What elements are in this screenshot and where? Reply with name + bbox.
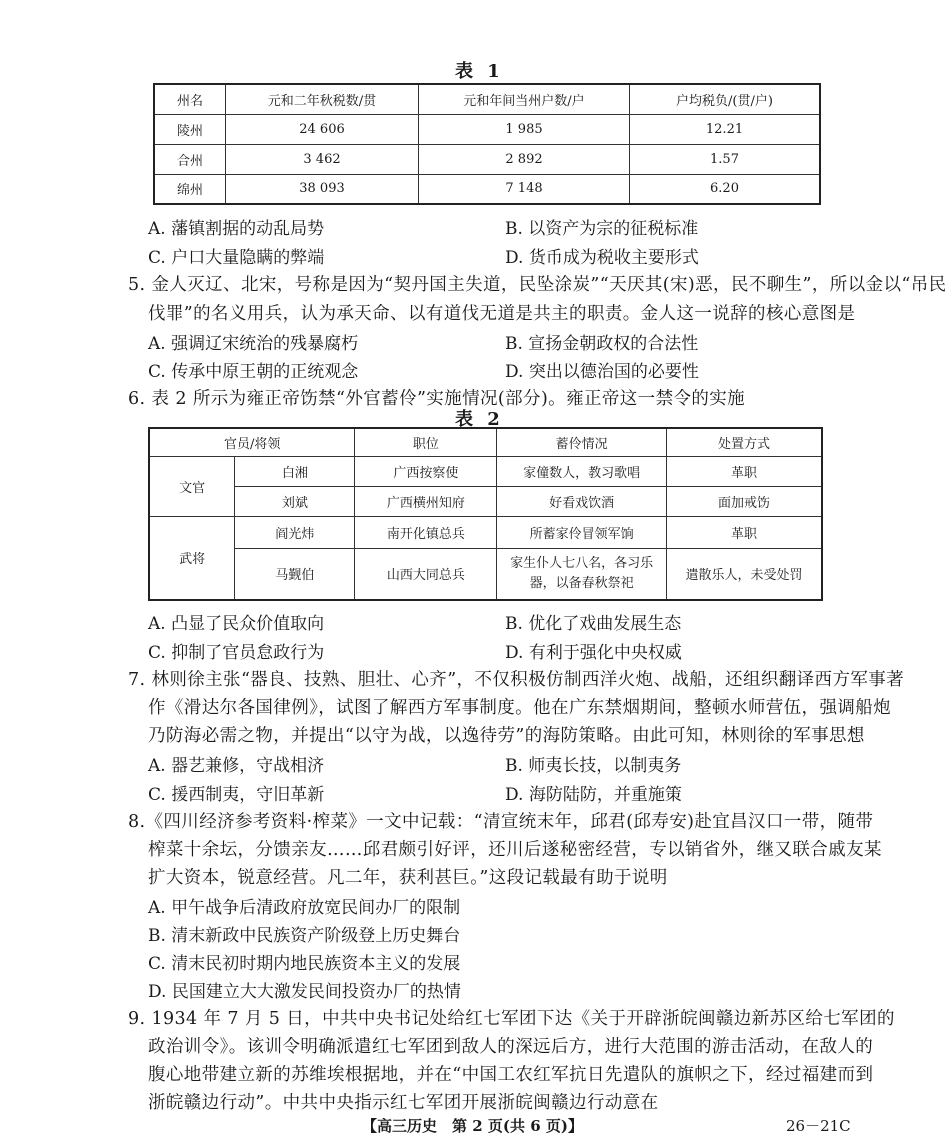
table1-cell: 绵州 bbox=[154, 174, 226, 204]
table2-caption: 表 2 bbox=[455, 409, 504, 430]
table2-cell: 家僮数人，教习歌唱 bbox=[497, 456, 667, 486]
q8-option-c: C. 清末民初时期内地民族资本主义的发展 bbox=[148, 954, 461, 974]
table2-header: 职位 bbox=[355, 428, 497, 456]
table1-header: 户均税负/(贯/户) bbox=[630, 84, 821, 114]
table2-cell: 好看戏饮酒 bbox=[497, 486, 667, 516]
q7-stem-line: 7. 林则徐主张“器良、技熟、胆壮、心齐”，不仅积极仿制西洋火炮、战船，还组织翻译西方军事著 bbox=[128, 670, 905, 690]
q8-option-a: A. 甲午战争后清政府放宽民间办厂的限制 bbox=[148, 898, 461, 918]
table2-cell: 刘斌 bbox=[235, 486, 355, 516]
q4-option-b: B. 以资产为宗的征税标准 bbox=[505, 219, 699, 239]
q8-stem-line: 扩大资本，锐意经营。凡二年，获利甚巨。”这段记载最有助于说明 bbox=[148, 868, 668, 888]
q4-option-a: A. 藩镇割据的动乱局势 bbox=[148, 219, 325, 239]
q5-stem-line: 伐罪”的名义用兵，认为承天命、以有道伐无道是共主的职责。金人这一说辞的核心意图是 bbox=[148, 304, 856, 324]
q9-stem-line: 政治训令》。该训令明确派遣红七军团到敌人的深远后方，进行大范围的游击活动，在敌人的 bbox=[148, 1037, 874, 1057]
table2-cell: 革职 bbox=[667, 456, 822, 486]
q8-stem-line: 8.《四川经济参考资料·榨菜》一文中记载：“清宣统末年，邱君(邱寿安)赴宜昌汉口一带，随带 bbox=[128, 812, 874, 832]
q8-stem-line: 榨菜十余坛，分馈亲友……邱君颇引好评，还川后遂秘密经营，专以销省外，继又联合戚友某 bbox=[148, 840, 882, 860]
table2-cell: 山西大同总兵 bbox=[355, 548, 497, 600]
table2-header: 处置方式 bbox=[667, 428, 822, 456]
q6-option-a: A. 凸显了民众价值取向 bbox=[148, 614, 325, 634]
q7-option-d: D. 海防陆防，并重施策 bbox=[505, 785, 682, 805]
table2-cell: 家生仆人七八名，各习乐器，以备春秋祭祀 bbox=[497, 548, 667, 600]
table2 bbox=[148, 427, 823, 601]
table-row bbox=[149, 456, 822, 486]
q5-option-b: B. 宣扬金朝政权的合法性 bbox=[505, 334, 699, 354]
table2-cell: 面加戒饬 bbox=[667, 486, 822, 516]
q8-option-b: B. 清末新政中民族资产阶级登上历史舞台 bbox=[148, 926, 461, 946]
q6-stem-line: 6. 表 2 所示为雍正帝饬禁“外官蓄伶”实施情况(部分)。雍正帝这一禁令的实施 bbox=[128, 389, 746, 409]
q9-stem-line: 9. 1934 年 7 月 5 日，中共中央书记处给红七军团下达《关于开辟浙皖闽赣边新苏区给七军团的 bbox=[128, 1009, 895, 1029]
table1-cell: 3 462 bbox=[226, 144, 419, 174]
q6-option-d: D. 有利于强化中央权威 bbox=[505, 643, 682, 663]
table-row bbox=[154, 174, 820, 204]
q7-option-a: A. 器艺兼修，守战相济 bbox=[148, 756, 325, 776]
table-row bbox=[149, 548, 822, 600]
table1-cell: 7 148 bbox=[419, 174, 630, 204]
table2-header: 官员/将领 bbox=[149, 428, 355, 456]
table2-cell: 阎光炜 bbox=[235, 516, 355, 548]
table1-cell: 12.21 bbox=[630, 114, 821, 144]
table2-cell: 马觐伯 bbox=[235, 548, 355, 600]
q8-option-d: D. 民国建立大大激发民间投资办厂的热情 bbox=[148, 982, 461, 1002]
table1-header: 元和年间当州户数/户 bbox=[419, 84, 630, 114]
table-row bbox=[149, 516, 822, 548]
table1-cell: 2 892 bbox=[419, 144, 630, 174]
q7-stem-line: 乃防海必需之物，并提出“以守为战，以逸待劳”的海防策略。由此可知，林则徐的军事思想 bbox=[148, 726, 865, 746]
q6-option-c: C. 抑制了官员怠政行为 bbox=[148, 643, 325, 663]
table1-cell: 1 985 bbox=[419, 114, 630, 144]
q9-stem-line: 腹心地带建立新的苏维埃根据地，并在“中国工农红军抗日先遣队的旗帜之下，经过福建而到 bbox=[148, 1065, 874, 1085]
table2-group-label: 武将 bbox=[149, 516, 235, 600]
q5-option-a: A. 强调辽宋统治的残暴腐朽 bbox=[148, 334, 359, 354]
table1-header: 元和二年秋税数/贯 bbox=[226, 84, 419, 114]
q7-option-c: C. 援西制夷，守旧革新 bbox=[148, 785, 325, 805]
q5-option-c: C. 传承中原王朝的正统观念 bbox=[148, 362, 359, 382]
paper-code: 26－21C bbox=[786, 1117, 851, 1135]
q9-stem-line: 浙皖赣边行动”。中共中央指示红七军团开展浙皖闽赣边行动意在 bbox=[148, 1093, 659, 1113]
table2-group-label: 文官 bbox=[149, 456, 235, 516]
table1 bbox=[153, 83, 821, 205]
table2-cell: 广西按察使 bbox=[355, 456, 497, 486]
table1-cell: 1.57 bbox=[630, 144, 821, 174]
table1-cell: 38 093 bbox=[226, 174, 419, 204]
table1-caption: 表 1 bbox=[455, 61, 504, 82]
q7-option-b: B. 师夷长技，以制夷务 bbox=[505, 756, 682, 776]
table2-cell: 南开化镇总兵 bbox=[355, 516, 497, 548]
q4-option-c: C. 户口大量隐瞒的弊端 bbox=[148, 248, 325, 268]
table2-cell: 革职 bbox=[667, 516, 822, 548]
q7-stem-line: 作《滑达尔各国律例》，试图了解西方军事制度。他在广东禁烟期间，整顿水师营伍，强调船炮 bbox=[148, 698, 892, 718]
table1-cell: 6.20 bbox=[630, 174, 821, 204]
table2-cell: 所蓄家伶冒领军饷 bbox=[497, 516, 667, 548]
page-footer: 【高三历史 第 2 页(共 6 页)】 bbox=[362, 1117, 583, 1135]
q4-option-d: D. 货币成为税收主要形式 bbox=[505, 248, 699, 268]
q6-option-b: B. 优化了戏曲发展生态 bbox=[505, 614, 682, 634]
q5-stem-line: 5. 金人灭辽、北宋，号称是因为“契丹国主失道，民坠涂炭”“天厌其(宋)恶，民不聊生”，所以金以“吊民 bbox=[128, 275, 947, 295]
table1-cell: 24 606 bbox=[226, 114, 419, 144]
table-row bbox=[154, 144, 820, 174]
table1-cell: 陵州 bbox=[154, 114, 226, 144]
table2-header: 蓄伶情况 bbox=[497, 428, 667, 456]
table-row bbox=[149, 486, 822, 516]
table2-cell: 广西横州知府 bbox=[355, 486, 497, 516]
q5-option-d: D. 突出以德治国的必要性 bbox=[505, 362, 699, 382]
table2-cell: 白湘 bbox=[235, 456, 355, 486]
table1-cell: 合州 bbox=[154, 144, 226, 174]
table-row bbox=[154, 114, 820, 144]
table2-cell: 遣散乐人，未受处罚 bbox=[667, 548, 822, 600]
table1-header: 州名 bbox=[154, 84, 226, 114]
